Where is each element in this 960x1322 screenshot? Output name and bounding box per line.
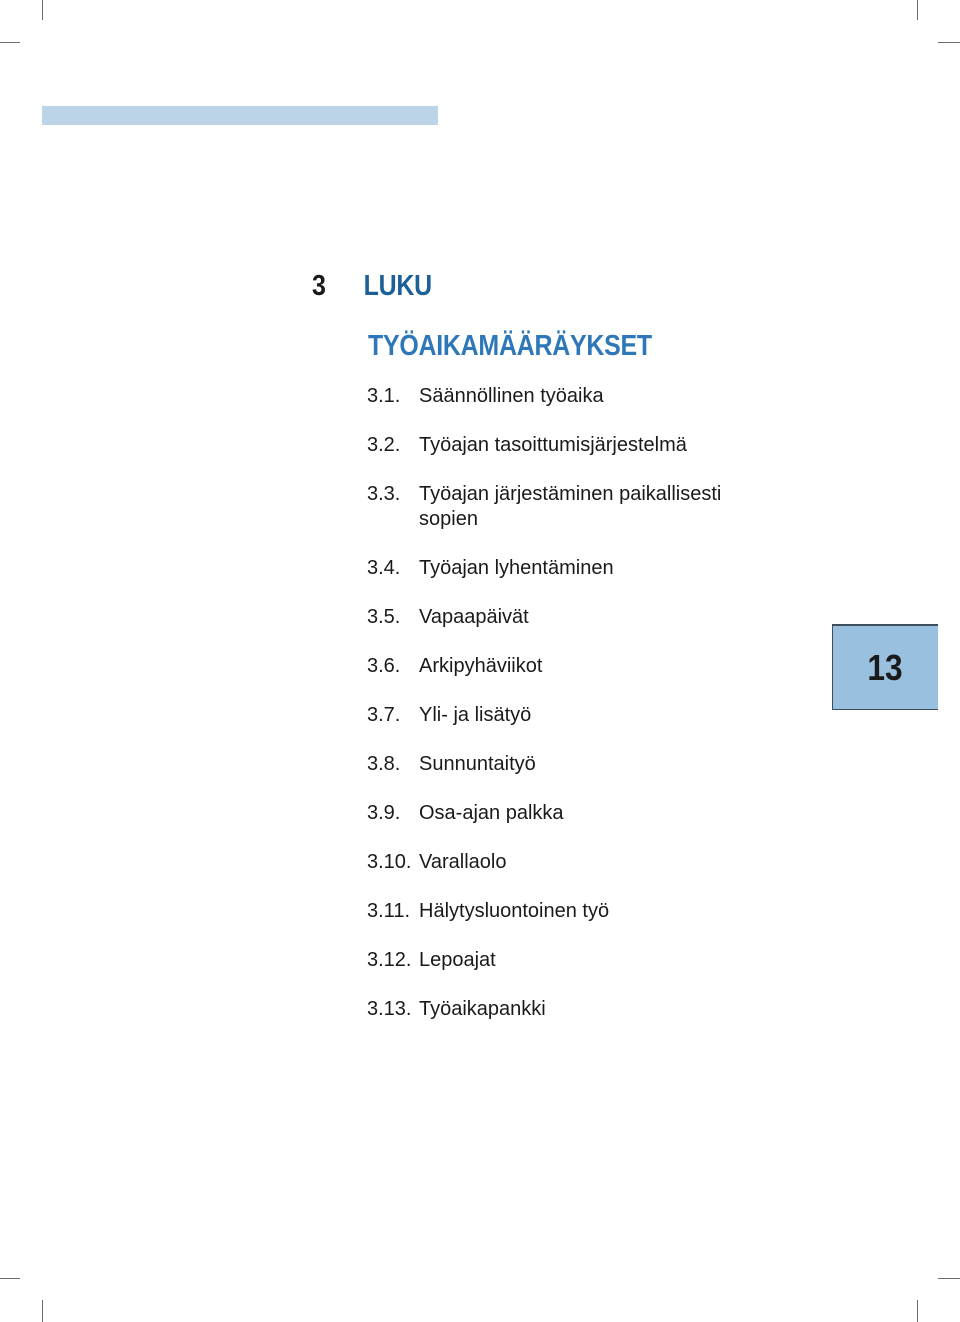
toc-item-number: 3.7. <box>367 704 401 726</box>
toc-item-title: Yli- ja lisätyö <box>419 704 532 726</box>
toc-item-number: 3.1. <box>367 385 401 407</box>
crop-mark-bottom-left-horizontal <box>0 1278 20 1279</box>
toc-item[interactable] <box>367 899 779 924</box>
crop-mark-bottom-right-vertical <box>917 1300 918 1322</box>
toc-item-title: Työaikapankki <box>419 998 546 1020</box>
table-of-contents <box>367 384 779 1046</box>
toc-item-title: Hälytysluontoinen työ <box>419 900 610 922</box>
toc-item[interactable] <box>367 948 779 973</box>
header-color-band <box>42 106 438 125</box>
toc-item[interactable] <box>367 997 779 1022</box>
page-number: 13 <box>867 646 904 688</box>
toc-item[interactable] <box>367 384 779 409</box>
toc-item-number: 3.10. <box>367 851 412 873</box>
crop-mark-bottom-left-vertical <box>42 1300 43 1322</box>
toc-item-title: Osa-ajan palkka <box>419 802 564 824</box>
toc-item-number: 3.11. <box>367 900 410 922</box>
toc-item[interactable] <box>367 801 779 826</box>
toc-item-title: Säännöllinen työaika <box>419 385 604 407</box>
toc-item-number: 3.5. <box>367 606 401 628</box>
toc-item-number: 3.2. <box>367 434 401 456</box>
toc-item-title: Varallaolo <box>419 851 507 873</box>
crop-mark-top-left-vertical <box>42 0 43 20</box>
toc-item-number: 3.12. <box>367 949 412 971</box>
toc-item[interactable] <box>367 654 779 679</box>
toc-item[interactable] <box>367 482 779 532</box>
toc-item[interactable] <box>367 752 779 777</box>
page-number-tab <box>832 624 938 710</box>
toc-item[interactable] <box>367 605 779 630</box>
toc-item-title: Työajan järjestäminen paikallisesti sopien <box>419 483 722 530</box>
toc-item-title: Työajan lyhentäminen <box>419 557 614 579</box>
crop-mark-top-right-horizontal <box>938 42 960 43</box>
toc-item[interactable] <box>367 433 779 458</box>
toc-item[interactable] <box>367 850 779 875</box>
toc-item-title: Sunnuntaityö <box>419 753 536 775</box>
toc-item-title: Arkipyhäviikot <box>419 655 543 677</box>
toc-item-number: 3.13. <box>367 998 412 1020</box>
chapter-label: LUKU <box>363 270 432 302</box>
toc-item-number: 3.8. <box>367 753 401 775</box>
toc-item-number: 3.9. <box>367 802 401 824</box>
toc-item-number: 3.6. <box>367 655 401 677</box>
chapter-title: TYÖAIKAMÄÄRÄYKSET <box>368 330 652 362</box>
toc-item-number: 3.4. <box>367 557 401 579</box>
toc-item-title: Vapaapäivät <box>419 606 529 628</box>
toc-item-title: Työajan tasoittumisjärjestelmä <box>419 434 687 456</box>
crop-mark-top-left-horizontal <box>0 42 20 43</box>
chapter-number: 3 <box>312 270 326 302</box>
crop-mark-top-right-vertical <box>917 0 918 20</box>
crop-mark-bottom-right-horizontal <box>938 1278 960 1279</box>
toc-item[interactable] <box>367 556 779 581</box>
chapter-heading <box>312 270 432 303</box>
toc-item-number: 3.3. <box>367 483 401 505</box>
toc-item[interactable] <box>367 703 779 728</box>
toc-item-title: Lepoajat <box>419 949 496 971</box>
